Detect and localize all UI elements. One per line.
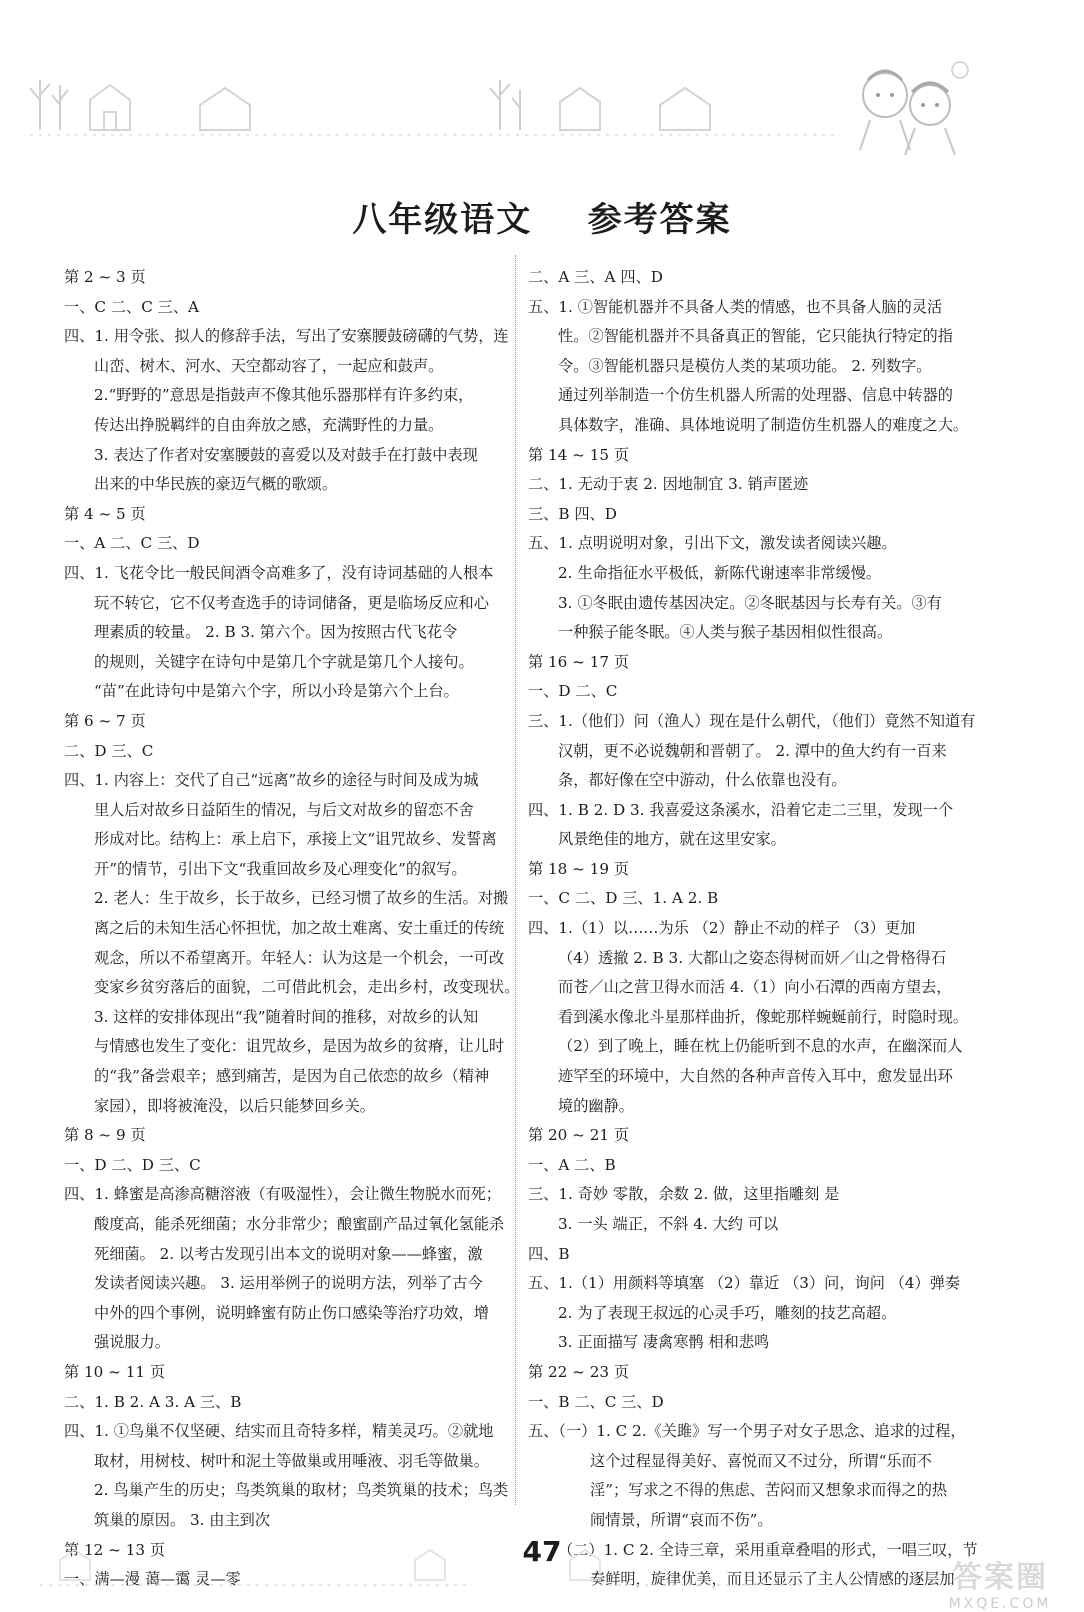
house-doodle-icon [90, 85, 710, 130]
answer-line: 一、D 二、D 三、C [64, 1155, 201, 1174]
answer-line: （4）透撤 2. B 3. 大都山之姿态得树而妍／山之骨格得石 [558, 948, 947, 967]
house-doodle-icon [415, 1550, 445, 1580]
answer-line: 发读者阅读兴趣。 3. 运用举例子的说明方法，列举了古今 [94, 1274, 483, 1293]
page-range-heading: 第 16 ~ 17 页 [528, 652, 630, 671]
answer-line: 四、1. 内容上：交代了自己“远离”故乡的途径与时间及成为城 [64, 771, 479, 790]
answer-line: 汉朝，更不必说魏朝和晋朝了。 2. 潭中的鱼大约有一百来 [558, 741, 947, 760]
answer-line: 开”的情节，引出下文“我重回故乡及心理变化”的叙写。 [94, 859, 467, 878]
watermark-url: MXQE.COM [948, 1596, 1052, 1612]
answer-line: 四、1. ①鸟巢不仅坚硬、结实而且奇特多样，精美灵巧。②就地 [64, 1422, 494, 1441]
answer-line: 的规则，关键字在诗句中是第几个字就是第几个人接句。 [94, 652, 474, 671]
answer-line: 五、1. 点明说明对象，引出下文，激发读者阅读兴趣。 [528, 534, 897, 553]
page-range-heading: 第 22 ~ 23 页 [528, 1362, 630, 1381]
answer-line: 一、满—漫 蔼—霭 灵—零 [64, 1570, 241, 1589]
answer-line: 2. 生命指征水平极低，新陈代谢速率非常缓慢。 [558, 563, 882, 582]
answer-line: 3. ①冬眠由遗传基因决定。②冬眠基因与长寿有关。③有 [558, 593, 942, 612]
page-range-heading: 第 8 ~ 9 页 [64, 1126, 146, 1145]
answer-line: 取材，用树枝、树叶和泥土等做巢或用唾液、羽毛等做巢。 [94, 1451, 489, 1470]
answer-line: 五、1.（1）用颜料等填塞 （2）靠近 （3）问，询问 （4）弹奏 [528, 1274, 961, 1293]
answer-line: 变家乡贫穷落后的面貌，二可借此机会，走出乡村，改变现状。 [94, 978, 520, 997]
answer-line: 3. 正面描写 凄禽寒鹘 相和悲鸣 [558, 1333, 770, 1352]
answer-line: 迹罕至的环境中，大自然的各种声音传入耳中，愈发显出环 [558, 1067, 953, 1086]
answer-line: 2.“野野的”意思是指鼓声不像其他乐器那样有许多约束， [94, 386, 474, 405]
answer-line: 一、B 二、C 三、D [528, 1392, 664, 1411]
answer-line: 2. 鸟巢产生的历史；鸟类筑巢的取材；鸟类筑巢的技术；鸟类 [94, 1481, 509, 1500]
answer-line: 中外的四个事例，说明蜂蜜有防止伤口感染等治疗功效，增 [94, 1303, 489, 1322]
answer-line: 筑巢的原因。 3. 由主到次 [94, 1510, 271, 1529]
watermark-logo [930, 1552, 1070, 1612]
answer-line: 一种猴子能冬眠。④人类与猴子基因相似性很高。 [558, 623, 893, 642]
page-range-heading: 第 2 ~ 3 页 [64, 268, 146, 286]
answer-column-left [64, 263, 542, 1595]
answer-line: 四、1. 蜂蜜是高渗高糖溶液（有吸湿性），会让微生物脱水而死； [64, 1185, 501, 1204]
answer-line: 与情感也发生了变化：诅咒故乡，是因为故乡的贫瘠，让儿时 [94, 1037, 505, 1056]
answer-line: 奏鲜明，旋律优美，而且还显示了主人公情感的逐层加 [590, 1570, 955, 1589]
answer-line: 一、D 二、C [528, 682, 618, 701]
answer-line: 离之后的未知生活心怀担忧，加之故土难离、安土重迁的传统 [94, 919, 505, 938]
answer-line: （二）1. C 2. 全诗三章，采用重章叠唱的形式，一唱三叹，节 [558, 1540, 978, 1559]
answer-column-right [528, 263, 1006, 1595]
answer-line: （2）到了晚上，睡在枕上仍能听到不息的水声，在幽深而人 [558, 1037, 963, 1056]
answer-line: 四、1. 飞花令比一般民间酒令高难多了，没有诗词基础的人根本 [64, 563, 494, 582]
answer-line: 一、C 二、C 三、A [64, 297, 199, 316]
answer-line: 3. 这样的安排体现出“我”随着时间的推移，对故乡的认知 [94, 1007, 479, 1026]
answer-line: 传达出挣脱羁绊的自由奔放之感，充满野性的力量。 [94, 415, 444, 434]
answer-line: 五、1. ①智能机器并不具备人类的情感，也不具备人脑的灵活 [528, 297, 943, 316]
answer-line: 形成对比。结构上：承上启下，承接上文“诅咒故乡、发誓离 [94, 830, 497, 849]
answer-line: 二、1. B 2. A 3. A 三、B [64, 1392, 242, 1411]
answer-line: 2. 老人：生于故乡，长于故乡，已经习惯了故乡的生活。对搬 [94, 889, 509, 908]
answer-line: 而苍／山之营卫得水而活 4.（1）向小石潭的西南方望去， [558, 978, 952, 997]
answer-line: 酸度高，能杀死细菌；水分非常少；酿蜜副产品过氧化氢能杀 [94, 1215, 505, 1233]
answer-line: 看到溪水像北斗星那样曲折，像蛇那样蜿蜒前行，时隐时现。 [558, 1007, 969, 1026]
answer-line: 具体数字，准确、具体地说明了制造仿生机器人的难度之大。 [558, 415, 969, 434]
answer-line: 闹情景，所谓“哀而不伤”。 [590, 1510, 773, 1529]
answer-line: 四、1. 用令张、拟人的修辞手法，写出了安寨腰鼓磅礴的气势，连 [64, 327, 509, 346]
answer-line: 山峦、树木、河水、天空都动容了，一起应和鼓声。 [94, 356, 444, 375]
answer-line: 二、D 三、C [64, 741, 154, 760]
page-number: 47 [522, 1535, 562, 1568]
house-doodle-icon [60, 1550, 90, 1580]
answer-line: 令。③智能机器只是模仿人类的某项功能。 2. 列数字。 [558, 356, 932, 375]
answer-line: 通过列举制造一个仿生机器人所需的处理器、信息中转器的 [558, 386, 953, 405]
answer-line: 里人后对故乡日益陌生的情况，与后文对故乡的留恋不舍 [94, 800, 474, 819]
answer-line: 这个过程显得美好、喜悦而又不过分，所谓“乐而不 [590, 1451, 932, 1470]
answer-line: 四、1. B 2. D 3. 我喜爱这条溪水，沿着它走二三里，发现一个 [528, 800, 954, 819]
answer-line: 四、1.（1）以……为乐 （2）静止不动的样子 （3）更加 [528, 919, 916, 938]
header-decoration [0, 0, 1084, 175]
answer-line: 的“我”备尝艰辛；感到痛苦，是因为自己依恋的故乡（精神 [94, 1067, 490, 1086]
answer-line: 一、C 二、D 三、1. A 2. B [528, 889, 719, 908]
answer-line: 死细菌。 2. 以考古发现引出本文的说明对象——蜂蜜，激 [94, 1244, 483, 1263]
children-cartoon-icon [860, 62, 968, 155]
page-range-heading: 第 10 ~ 11 页 [64, 1362, 166, 1381]
answer-line: 3. 表达了作者对安塞腰鼓的喜爱以及对鼓手在打鼓中表现 [94, 445, 478, 464]
answer-line: 三、B 四、D [528, 504, 617, 523]
answer-line: 出来的中华民族的豪迈气概的歌颂。 [94, 475, 337, 494]
answer-line: 理素质的较量。 2. B 3. 第六个。因为按照古代飞花令 [94, 623, 458, 642]
answer-line: 境的幽静。 [558, 1096, 634, 1115]
answer-line: 性。②智能机器并不具备真正的智能，它只能执行特定的指 [558, 327, 953, 346]
page-range-heading: 第 18 ~ 19 页 [528, 859, 630, 878]
answer-line: 2. 为了表现王叔远的心灵手巧，雕刻的技艺高超。 [558, 1303, 897, 1322]
page-range-heading: 第 12 ~ 13 页 [64, 1540, 166, 1559]
answer-line: 一、A 二、B [528, 1155, 616, 1174]
answer-line: 二、1. 无动于衷 2. 因地制宜 3. 销声匿迹 [528, 475, 809, 494]
answer-line: 条，都好像在空中游动，什么依靠也没有。 [558, 771, 847, 790]
answer-line: 强说服力。 [94, 1333, 170, 1352]
answer-line: 家园），即将被淹没，以后只能梦回乡关。 [94, 1096, 375, 1115]
answer-line: 五、（一）1. C 2.《关雎》写一个男子对女子思念、追求的过程， [528, 1422, 966, 1441]
answer-line: 风景绝佳的地方，就在这里安家。 [558, 830, 786, 849]
page-range-heading: 第 6 ~ 7 页 [64, 711, 146, 730]
page-range-heading: 第 20 ~ 21 页 [528, 1126, 630, 1145]
answer-line: 一、A 二、C 三、D [64, 534, 200, 553]
answer-line: 二、A 三、A 四、D [528, 268, 663, 286]
answer-line: 观念，所以不希望离开。年轻人：认为这是一个机会，一可改 [94, 948, 505, 967]
answer-line: 玩不转它，它不仅考查选手的诗词储备，更是临场反应和心 [94, 593, 489, 612]
answer-line: “苗”在此诗句中是第六个字，所以小玲是第六个上台。 [94, 682, 459, 701]
answer-line: 四、B [528, 1244, 570, 1263]
watermark-brand: 答案圈 [952, 1560, 1048, 1595]
page-title: 八年级语文 参考答案 [352, 200, 732, 240]
page-range-heading: 第 14 ~ 15 页 [528, 445, 630, 464]
answer-line: 3. 一头 端正，不斜 4. 大约 可以 [558, 1215, 779, 1233]
page-range-heading: 第 4 ~ 5 页 [64, 504, 146, 523]
answer-line: 淫”；写求之不得的焦虑、苦闷而又想象求而得之的热 [590, 1481, 948, 1500]
answer-line: 三、1.（他们）问（渔人）现在是什么朝代，（他们）竟然不知道有 [528, 711, 976, 730]
answer-line: 三、1. 奇妙 零散，余数 2. 做，这里指雕刻 是 [528, 1185, 840, 1204]
